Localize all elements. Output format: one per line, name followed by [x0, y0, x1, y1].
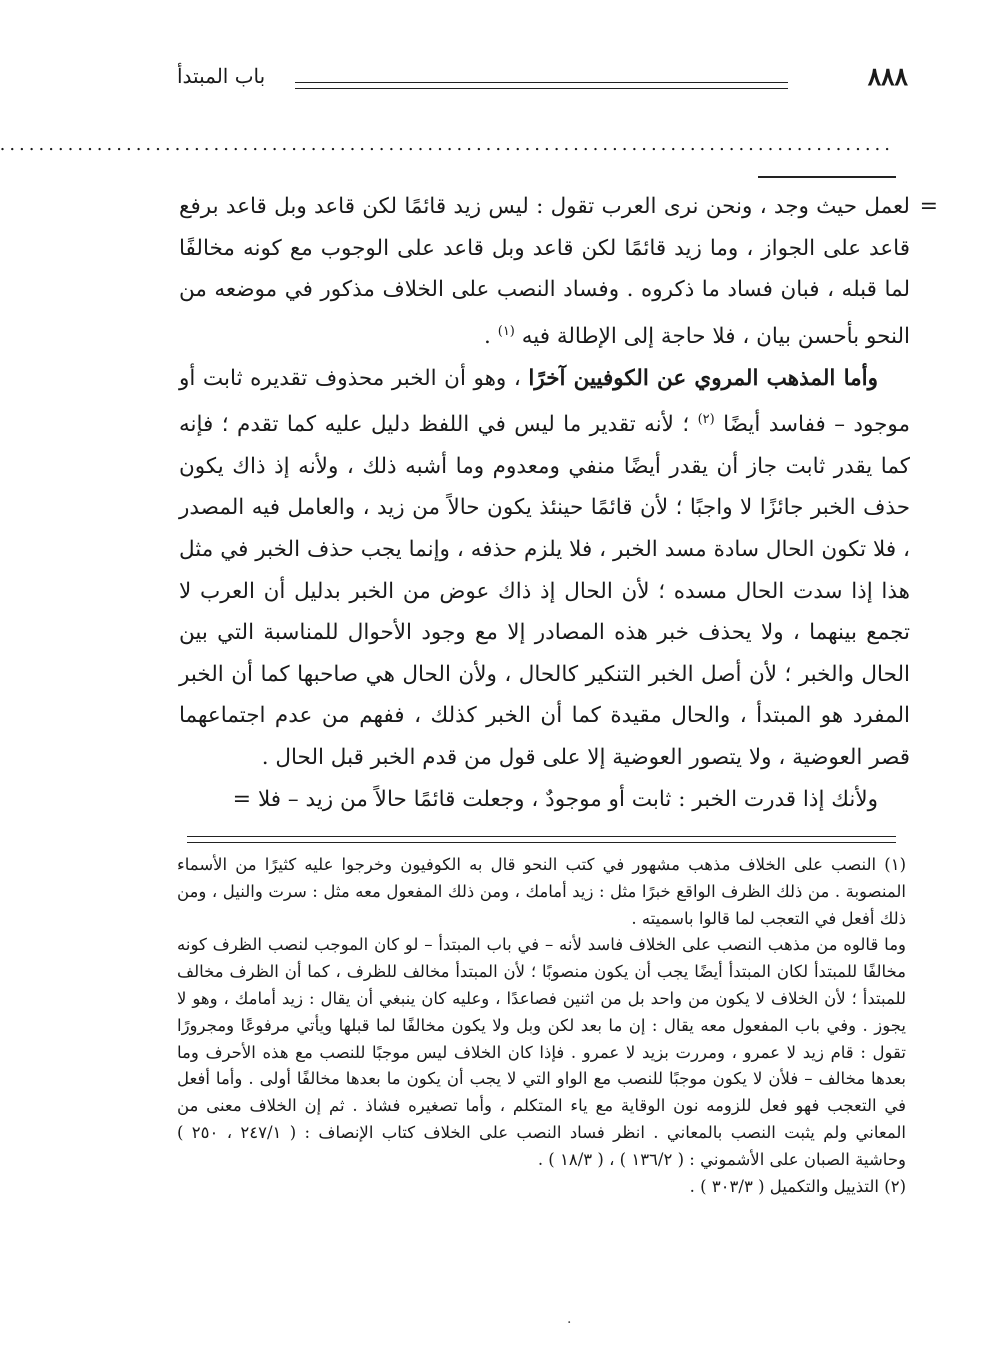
footnotes	[177, 852, 906, 1200]
header-double-rule	[295, 82, 788, 89]
section-short-rule	[758, 176, 896, 178]
footnote-2: (٢) التذييل والتكميل ( ٣٠٣/٣ ) .	[689, 1176, 906, 1196]
footnote-1-part-a: (١) النصب على الخلاف مذهب مشهور في كتب النحو قال به الكوفيون وخرجوا عليه كثيرًا من الأسماء المنصوبة . من ذلك الظرف الواقع خبرًا مثل : زيد أمامك ، ومن ذلك المفعول معه مثل : سرت والنيل ، ومن ذلك أفعل في التعجب لما قالوا باسميته .	[177, 855, 906, 928]
paragraph-2-text-b: ؛ لأنه تقدير ما ليس في اللفظ دليل عليه كما تقدم ؛ فإنه كما يقدر ثابت جاز أن يقدر أيضًا منفي ومعدوم وما أشبه ذلك ، ولأنه إذ ذاك يكون حذف الخبر جائزًا لا واجبًا ؛ لأن قائمًا حينئذ يكون حالاً من زيد ، والعامل فيه المصدر ، فلا تكون الحال سادة مسد الخبر ، فلا يلزم حذفه ، وإنما يجب حذف الخبر في مثل هذا إذا سدت الحال مسده ؛ لأن الحال إذ ذاك عوض من الخبر بدليل أن العرب لا تجمع بينهما ، ولا يحذف خبر هذه المصادر إلا مع وجود الأحوال للمناسبة التي بين الحال والخبر ؛ لأن أصل الخبر التنكير كالحال ، ولأن الحال هي صاحبها كما أن الخبر المفرد هو المبتدأ ، والحال مقيدة كما أن الخبر كذلك ، ففهم من عدم اجتماعهما قصر العوضية ، ولا يتصور العوضية إلا على قول من قدم الخبر قبل الحال .	[179, 412, 910, 771]
paragraph-2-text-a: ، وهو أن الخبر محذوف تقديره ثابت أو موجود – ففاسد أيضًا	[179, 365, 910, 438]
footnote-double-rule	[187, 836, 896, 843]
main-body-text	[179, 186, 938, 820]
running-title: باب المبتدأ	[177, 64, 266, 88]
footnote-ref-1: (١)	[497, 323, 515, 339]
paragraph-2-lead: وأما المذهب المروي عن الكوفيين آخرًا	[528, 365, 878, 391]
page-number: ٨٨٨	[867, 62, 908, 91]
continuation-mark-start: =	[919, 194, 938, 219]
page-speck: ·	[567, 1315, 572, 1331]
continuation-mark-end: =	[232, 786, 252, 812]
paragraph-1-text: لعمل حيث وجد ، ونحن نرى العرب تقول : ليس زيد قائمًا لكن قاعد وبل قاعد برفع قاعد على الجواز ، وما زيد قائمًا لكن قاعد وبل قاعد على الوجوب مع كونه مخالفًا لما قبله ، فبان فساد ما ذكروه . وفساد النصب على الخلاف مذكور في موضعه من النحو بأحسن بيان ، فلا حاجة إلى الإطالة فيه	[179, 194, 910, 349]
paragraph-1	[179, 186, 938, 358]
paragraph-1-end: .	[484, 323, 491, 349]
paragraph-2	[179, 358, 910, 779]
paragraph-3	[179, 779, 910, 821]
paragraph-3-text: ولأنك إذا قدرت الخبر : ثابت أو موجودٌ ، وجعلت قائمًا حالاً من زيد – فلا	[257, 786, 878, 812]
footnote-1-part-b: وما قالوه من مذهب النصب على الخلاف فاسد لأنه – في باب المبتدأ – لو كان الموجب لنصب الظرف كونه مخالفًا للمبتدأ لكان المبتدأ أيضًا يجب أن يكون منصوبًا ؛ لأن المبتدأ مخالف للظرف ، كما أن الظرف مخالف للمبتدأ ؛ لأن الخلاف لا يكون من واحد بل من اثنين فصاعدًا ، وعليه كان ينبغي أن يقال : زيد أمامك ، وهو لا يجوز . وفي باب المفعول معه يقال : إن ما بعد لكن وبل ولا يكون مخالفًا لما قبلها ويأتي مرفوعًا ومجرورًا تقول : قام زيد لا عمرو ، ومررت بزيد لا عمرو . فإذا كان الخلاف ليس موجبًا للنصب مع هذه الأحرف وما بعدها مخالف – فلأن لا يكون موجبًا للنصب مع الواو التي لا يجب أن يكون ما بعدها مخالفًا أولى . وأما أفعل في التعجب فهو فعل للزومه نون الوقاية مع ياء المتكلم ، وأما تصغيره فشاذ . ثم إن الخلاف معنى من المعاني ولم يثبت النصب بالمعاني . انظر فساد النصب على الخلاف كتاب الإنصاف : ( ٢٤٧/١ ، ٢٥٠ ) وحاشية الصبان على الأشموني : ( ١٣٦/٢ ) ، ( ١٨/٣ ) .	[177, 935, 907, 1169]
page-header	[177, 62, 908, 102]
dotted-separator: ............................................................................................	[0, 134, 894, 155]
footnote-ref-2: (٢)	[697, 412, 715, 428]
